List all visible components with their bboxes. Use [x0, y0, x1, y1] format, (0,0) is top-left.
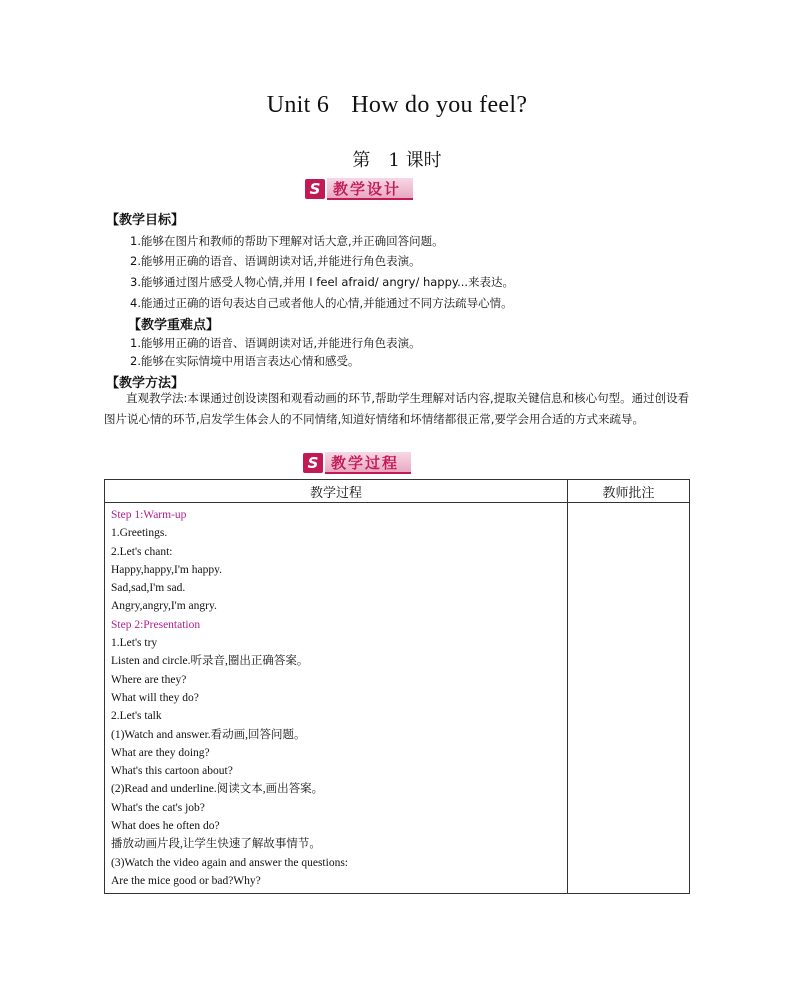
objective-item: 2.能够用正确的语音、语调朗读对话,并能进行角色表演。 — [130, 254, 421, 268]
process-line: (1)Watch and answer.看动画,回答问题。 — [111, 728, 306, 741]
process-line: 2.Let's talk — [111, 710, 162, 723]
process-line: What are they doing? — [111, 746, 210, 759]
process-line: 2.Let's chant: — [111, 545, 173, 558]
process-line: (3)Watch the video again and answer the questions: — [111, 856, 348, 869]
teaching-process-table — [104, 479, 690, 894]
process-line: Listen and circle.听录音,圈出正确答案。 — [111, 655, 309, 668]
process-line: 播放动画片段,让学生快速了解故事情节。 — [111, 838, 321, 851]
unit-label: Unit 6 — [266, 92, 330, 118]
key-points-heading: 【教学重难点】 — [128, 318, 220, 333]
lesson-number: 第 1 课时 — [352, 150, 442, 171]
process-line: What does he often do? — [111, 820, 220, 833]
process-line: 1.Greetings. — [111, 527, 168, 540]
process-line: 1.Let's try — [111, 637, 158, 650]
section-logo-icon: S — [305, 179, 325, 199]
process-line: Angry,angry,I'm angry. — [111, 600, 217, 613]
process-line: Where are they? — [111, 673, 187, 686]
objective-item: 4.能通过正确的语句表达自己或者他人的心情,并能通过不同方法疏导心情。 — [130, 296, 513, 310]
objectives-heading: 【教学目标】 — [106, 213, 185, 228]
methods-heading: 【教学方法】 — [106, 376, 185, 391]
process-column-header: 教学过程 — [105, 480, 568, 503]
process-line: What's this cartoon about? — [111, 765, 233, 778]
page-title — [0, 92, 794, 119]
process-step-heading: Step 1:Warm-up — [111, 509, 187, 521]
process-line: Sad,sad,I'm sad. — [111, 582, 186, 595]
design-banner — [305, 178, 413, 200]
methods-text: 直观教学法:本课通过创设读图和观看动画的环节,帮助学生理解对话内容,提取关键信息和核心句型。通过创设看图片说心情的环节,启发学生体会人的不同情绪,知道好情绪和坏情绪都很正常,要学会用合适的方式来疏导。 — [104, 391, 690, 426]
key-point-item: 1.能够用正确的语音、语调朗读对话,并能进行角色表演。 — [130, 336, 421, 350]
objective-item: 1.能够在图片和教师的帮助下理解对话大意,并正确回答问题。 — [130, 234, 444, 248]
key-point-item: 2.能够在实际情境中用语言表达心情和感受。 — [130, 354, 360, 368]
section-logo-icon: S — [303, 453, 323, 473]
process-cell — [105, 503, 568, 894]
process-line: Are the mice good or bad?Why? — [111, 874, 261, 887]
notes-cell — [568, 503, 690, 894]
objective-item: 3.能够通过图片感受人物心情,并用 I feel afraid/ angry/ happy...来表达。 — [130, 275, 515, 289]
notes-column-header: 教师批注 — [568, 480, 690, 503]
process-line: What will they do? — [111, 691, 199, 704]
process-step-heading: Step 2:Presentation — [111, 618, 201, 631]
unit-name: How do you feel? — [351, 92, 528, 118]
process-line: What's the cat's job? — [111, 801, 205, 814]
process-line: (2)Read and underline.阅读文本,画出答案。 — [111, 783, 324, 796]
design-banner-label: 教学设计 — [327, 178, 413, 200]
process-banner-label: 教学过程 — [325, 452, 411, 474]
process-banner — [303, 452, 411, 474]
process-line: Happy,happy,I'm happy. — [111, 563, 222, 576]
